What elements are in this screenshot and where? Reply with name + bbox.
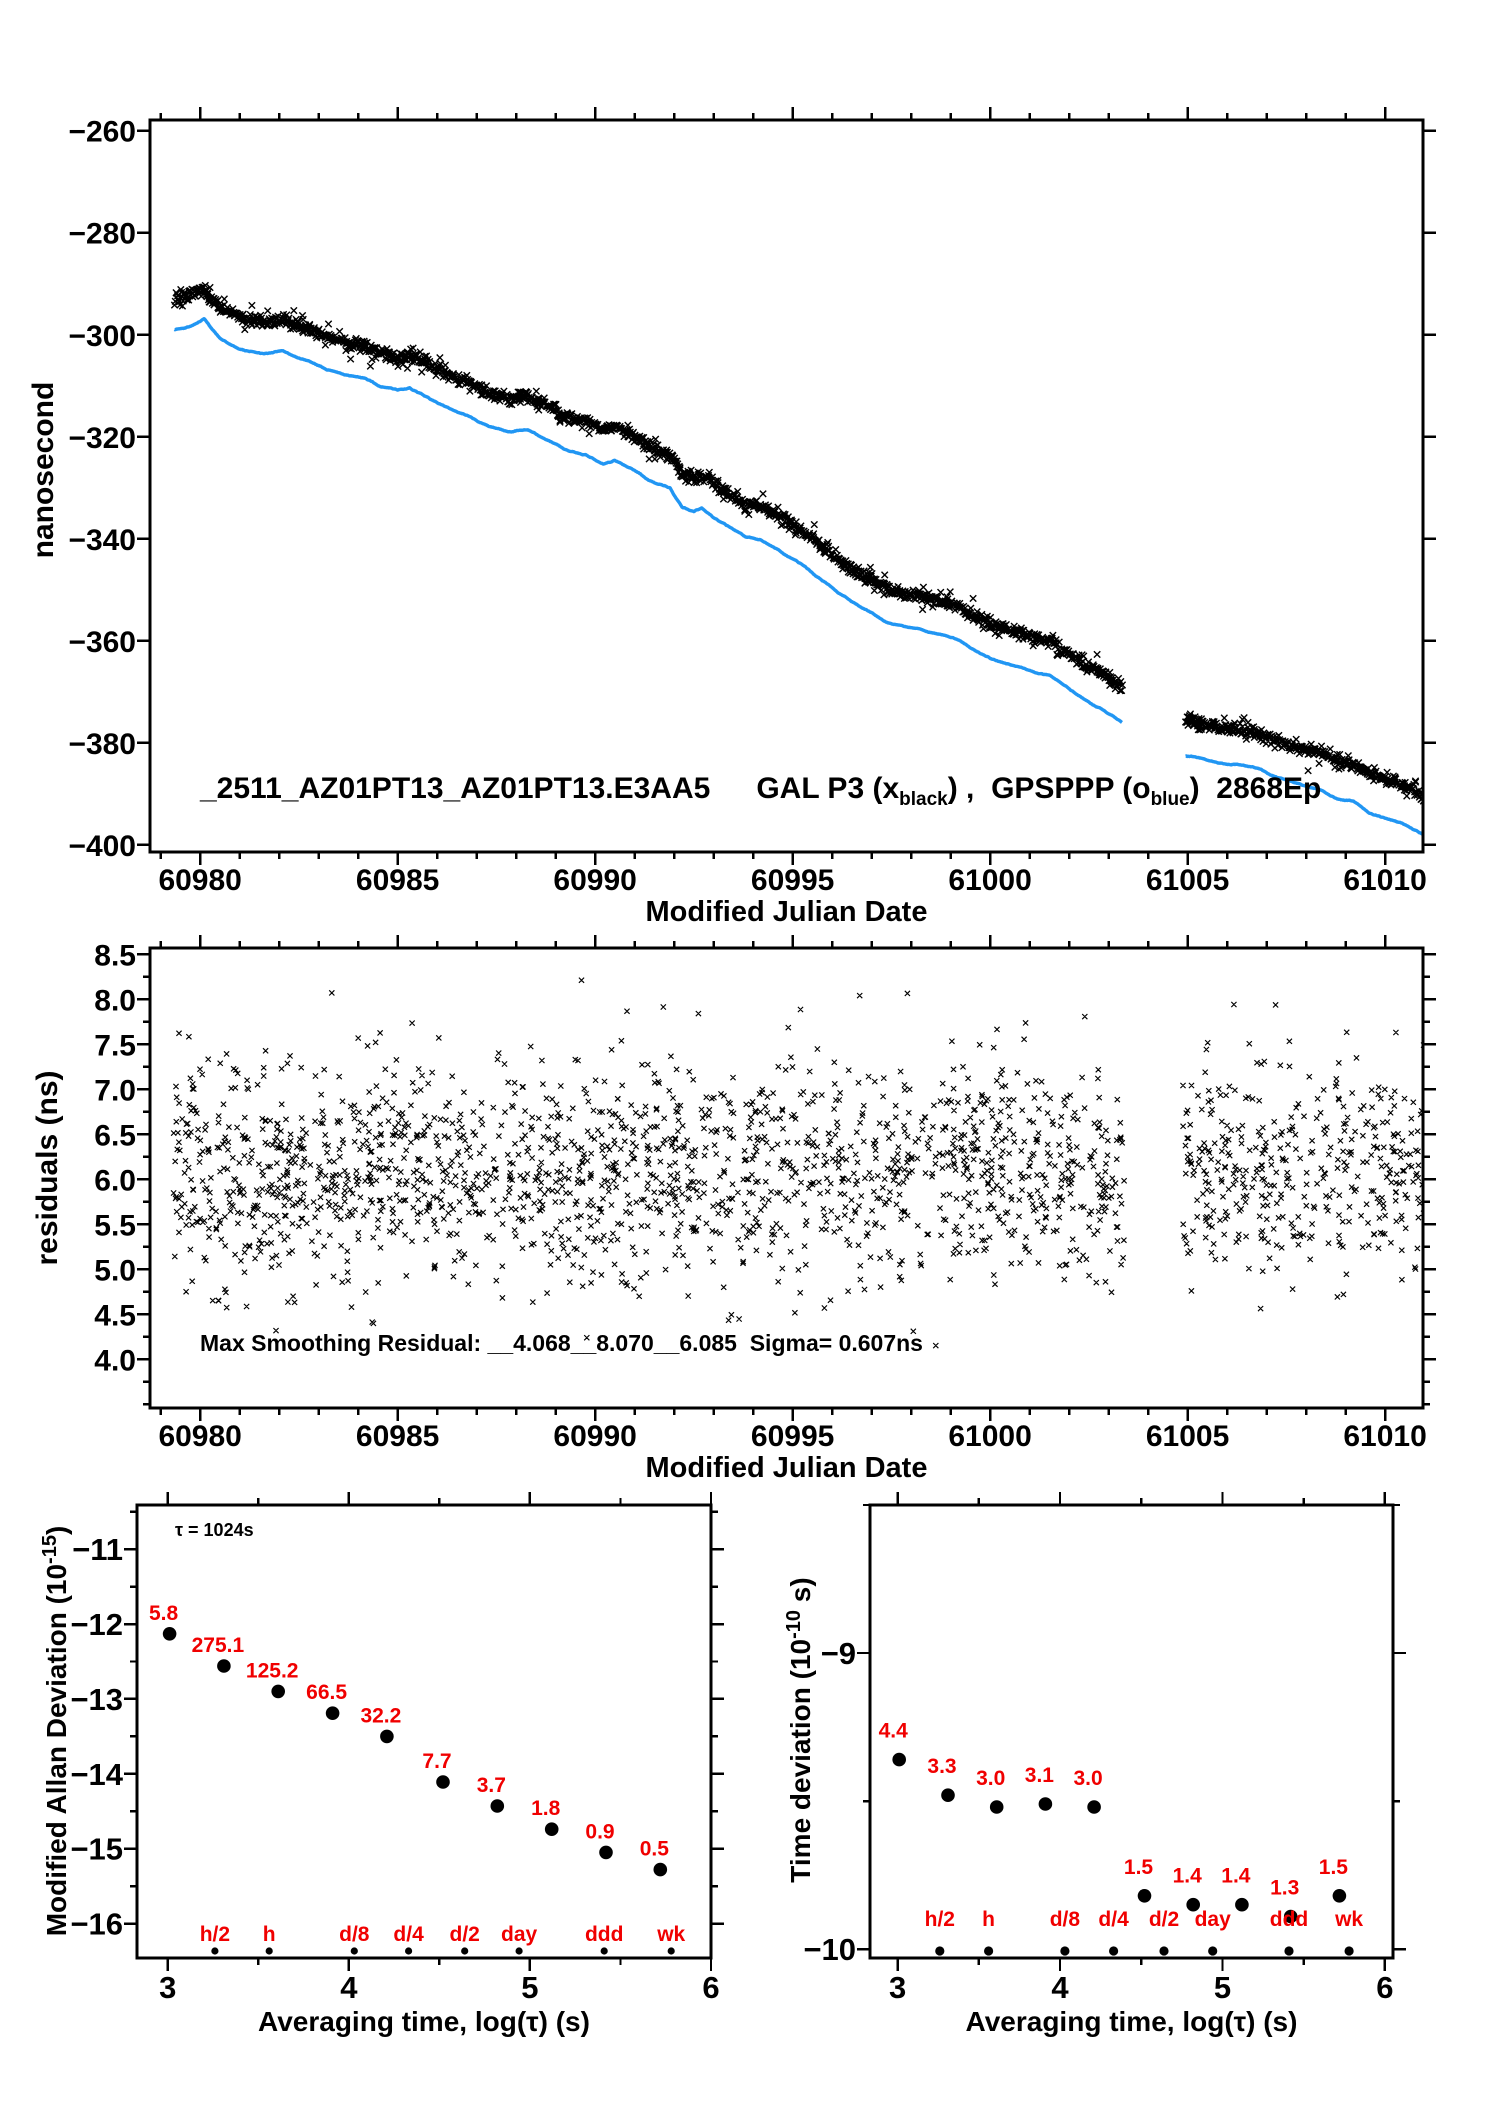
svg-text:−400: −400 [68, 829, 136, 863]
svg-text:1.5: 1.5 [1123, 1855, 1154, 1879]
phase-y-axis-label: nanosecond [27, 381, 60, 559]
svg-text:−13: −13 [70, 1681, 123, 1717]
svg-text:60995: 60995 [750, 1420, 835, 1453]
svg-text:61000: 61000 [948, 1420, 1032, 1453]
svg-text:day: day [1194, 1908, 1231, 1931]
svg-text:wk: wk [1335, 1908, 1364, 1931]
svg-text:−12: −12 [70, 1607, 123, 1643]
phase-plot-title [200, 772, 1321, 811]
series-black-label: GAL P3 (x [756, 772, 900, 805]
svg-text:60980: 60980 [158, 1420, 242, 1453]
svg-text:5.0: 5.0 [94, 1254, 136, 1288]
svg-text:3: 3 [159, 1970, 177, 2005]
svg-text:125.2: 125.2 [245, 1659, 299, 1683]
mdev-exponent: -15 [38, 1535, 61, 1564]
svg-text:60990: 60990 [553, 1420, 637, 1453]
svg-text:61005: 61005 [1145, 864, 1230, 897]
svg-text:3.7: 3.7 [476, 1774, 506, 1797]
tdev-x-axis-label: Averaging time, log(τ) (s) [965, 2006, 1298, 2037]
svg-text:5.5: 5.5 [94, 1209, 136, 1243]
svg-text:61005: 61005 [1145, 1420, 1230, 1453]
svg-text:7.0: 7.0 [94, 1074, 136, 1108]
svg-text:3: 3 [888, 1970, 907, 2005]
svg-text:3.0: 3.0 [1073, 1767, 1103, 1790]
svg-text:h/2: h/2 [924, 1908, 955, 1931]
svg-text:66.5: 66.5 [306, 1681, 348, 1705]
svg-text:61010: 61010 [1343, 864, 1427, 897]
svg-text:ddd: ddd [1269, 1908, 1309, 1931]
svg-text:h/2: h/2 [199, 1923, 231, 1946]
svg-text:1.4: 1.4 [1172, 1864, 1202, 1888]
svg-text:5.8: 5.8 [148, 1601, 179, 1625]
svg-text:60995: 60995 [750, 864, 835, 897]
tdev-exponent: -10 [782, 1609, 805, 1639]
residuals-y-axis-label: residuals (ns) [31, 1070, 64, 1266]
svg-text:−14: −14 [70, 1756, 123, 1792]
svg-text:−360: −360 [68, 625, 136, 659]
residuals-annotation: Max Smoothing Residual: __4.068__8.070__6.085 Sigma= 0.607ns [200, 1330, 923, 1356]
svg-text:1.3: 1.3 [1270, 1876, 1300, 1900]
svg-text:1.4: 1.4 [1221, 1864, 1251, 1888]
svg-text:4.4: 4.4 [878, 1719, 908, 1743]
svg-text:d/8: d/8 [339, 1923, 370, 1946]
svg-text:−300: −300 [68, 319, 136, 353]
svg-text:61000: 61000 [948, 864, 1032, 897]
svg-text:3.3: 3.3 [927, 1755, 957, 1779]
svg-text:h: h [262, 1923, 276, 1946]
svg-text:d/4: d/4 [393, 1923, 424, 1946]
svg-text:1.8: 1.8 [531, 1797, 561, 1821]
tau-note: τ = 1024s [175, 1520, 254, 1540]
svg-text:0.9: 0.9 [585, 1820, 615, 1844]
residuals-x-axis-label: Modified Julian Date [645, 1452, 928, 1484]
svg-text:d/8: d/8 [1049, 1908, 1081, 1931]
svg-text:275.1: 275.1 [191, 1634, 245, 1657]
svg-text:7.5: 7.5 [94, 1029, 136, 1063]
svg-text:4: 4 [1051, 1970, 1069, 2005]
mdev-y-axis-label: Modified Allan Deviation $(10^{-15})$ [38, 1525, 73, 1937]
svg-text:h: h [982, 1908, 996, 1931]
svg-text:8.0: 8.0 [94, 984, 136, 1018]
svg-text:60980: 60980 [158, 864, 242, 897]
svg-text:4.5: 4.5 [94, 1299, 136, 1333]
svg-text:−340: −340 [68, 523, 136, 557]
svg-text:60985: 60985 [355, 864, 440, 897]
svg-text:6: 6 [702, 1970, 720, 2005]
svg-text:6.0: 6.0 [94, 1164, 136, 1198]
svg-text:60990: 60990 [553, 864, 637, 897]
svg-text:32.2: 32.2 [360, 1704, 402, 1728]
svg-text:60985: 60985 [355, 1420, 440, 1453]
svg-text:−320: −320 [68, 421, 136, 455]
series-separator-label: ) , GPSPPP (o [947, 772, 1151, 805]
svg-text:−10: −10 [803, 1932, 856, 1968]
svg-text:5: 5 [1213, 1970, 1232, 2005]
svg-text:3.1: 3.1 [1024, 1764, 1055, 1787]
series-black-subscript: black [899, 789, 948, 810]
svg-text:day: day [501, 1923, 538, 1946]
svg-text:−280: −280 [68, 217, 136, 251]
svg-text:d/2: d/2 [1148, 1908, 1180, 1931]
svg-text:8.5: 8.5 [94, 939, 136, 973]
svg-text:−380: −380 [68, 727, 136, 761]
svg-text:−9: −9 [820, 1636, 856, 1672]
svg-text:3.0: 3.0 [976, 1767, 1006, 1790]
svg-text:−11: −11 [72, 1532, 123, 1568]
phase-x-axis-label: Modified Julian Date [645, 896, 928, 928]
svg-text:6: 6 [1376, 1970, 1394, 2005]
station-id-label: _2511_AZ01PT13_AZ01PT13.E3AA5 [200, 772, 711, 805]
svg-text:−15: −15 [70, 1831, 123, 1867]
svg-text:4.0: 4.0 [94, 1344, 136, 1378]
svg-text:−260: −260 [68, 115, 136, 149]
svg-text:7.7: 7.7 [422, 1750, 452, 1773]
epoch-count-label: ) 2868Ep [1189, 772, 1322, 805]
svg-text:0.5: 0.5 [639, 1837, 669, 1861]
svg-text:5: 5 [521, 1970, 539, 2005]
svg-text:d/2: d/2 [449, 1923, 480, 1946]
svg-text:−16: −16 [70, 1906, 123, 1942]
svg-text:d/4: d/4 [1098, 1908, 1129, 1931]
svg-text:4: 4 [340, 1970, 358, 2005]
svg-text:wk: wk [657, 1923, 686, 1946]
tdev-y-axis-label: Time deviation ($10^{-10}$ s) [782, 1577, 817, 1883]
svg-text:1.5: 1.5 [1318, 1855, 1349, 1879]
mdev-x-axis-label: Averaging time, log(τ) (s) [258, 2006, 590, 2037]
svg-text:61010: 61010 [1343, 1420, 1427, 1453]
series-blue-subscript: blue [1150, 789, 1190, 810]
svg-text:6.5: 6.5 [94, 1119, 136, 1153]
svg-text:ddd: ddd [584, 1923, 624, 1946]
